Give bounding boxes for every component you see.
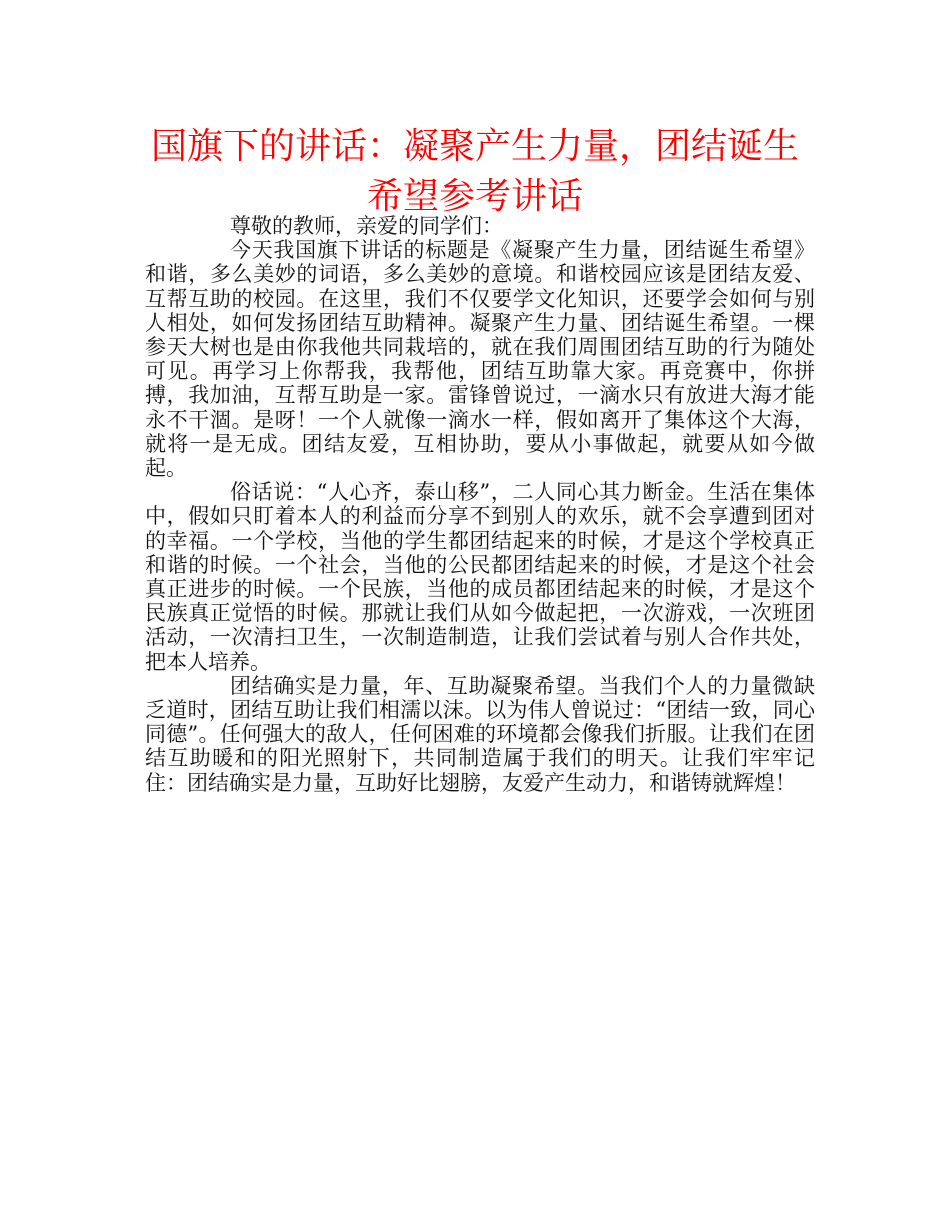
title-line-1: 国旗下的讲话：凝聚产生力量，团结诞生 [150, 126, 799, 167]
paragraph-1: 今天我国旗下讲话的标题是《凝聚产生力量，团结诞生希望》和谐，多么美妙的词语，多么美妙的意境。和谐校园应该是团结友爱、互帮互助的校园。在这里，我们不仅要学文化知识，还要学会如何与别人相处，如何发扬团结互助精神。凝聚产生力量、团结诞生希望。一棵参天大树也是由你我他共同栽培的，就在我们周围团结互助的行为随处可见。再学习上你帮我，我帮他，团结互助靠大家。再竞赛中，你拼搏，我加油，互帮互助是一家。雷锋曾说过，一滴水只有放进大海才能永不干涸。是呀！一个人就像一滴水一样，假如离开了集体这个大海，就将一是无成。团结友爱，互相协助，要从小事做起，就要从如今做起。 [145, 238, 815, 481]
paragraph-2: 俗话说：“人心齐，泰山移”，二人同心其力断金。生活在集体中，假如只盯着本人的利益而分享不到别人的欢乐，就不会享遭到团对的幸福。一个学校，当他的学生都团结起来的时候，才是这个学校真正和谐的时候。一个社会，当他的公民都团结起来的时候，才是这个社会真正进步的时候。一个民族，当他的成员都团结起来的时候，才是这个民族真正觉悟的时候。那就让我们从如今做起把，一次游戏，一次班团活动，一次清扫卫生，一次制造制造，让我们尝试着与别人合作共处，把本人培养。 [145, 480, 815, 674]
title-line-2: 希望参考讲话 [366, 176, 583, 217]
salutation: 尊敬的教师，亲爱的同学们： [230, 214, 503, 238]
page-title [120, 122, 830, 222]
paragraph-3: 团结确实是力量，年、互助凝聚希望。当我们个人的力量微缺乏道时，团结互助让我们相濡以沫。以为伟人曾说过：“团结一致，同心同德”。任何强大的敌人，任何困难的环境都会像我们折服。让我们在团结互助暖和的阳光照射下，共同制造属于我们的明天。让我们牢牢记住：团结确实是力量，互助好比翅膀，友爱产生动力，和谐铸就辉煌！ [145, 673, 815, 795]
speech-body [145, 214, 815, 795]
